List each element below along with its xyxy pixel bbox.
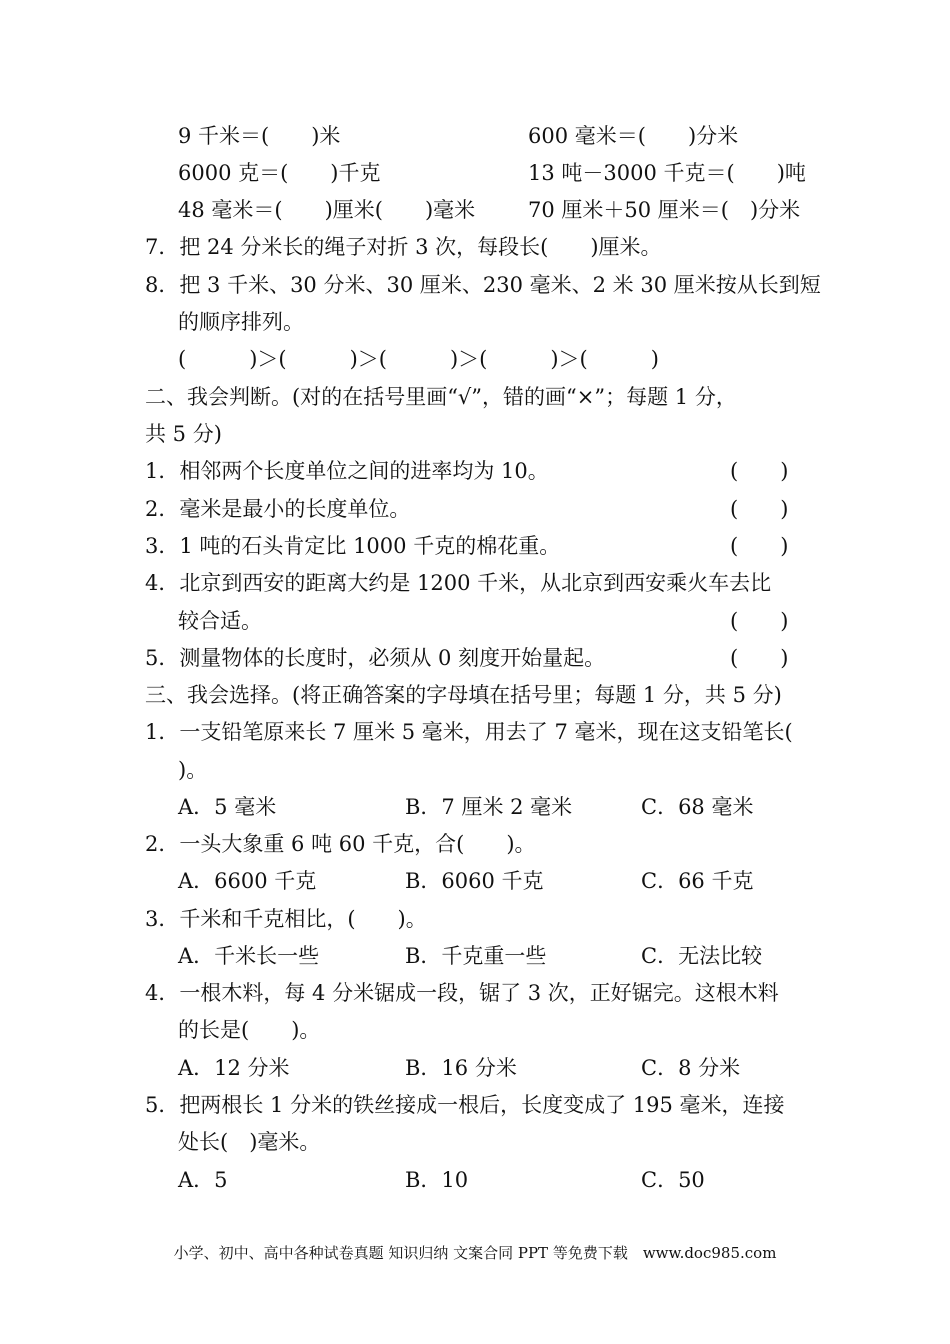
question-7: 7．把 24 分米长的绳子对折 3 次，每段长( )厘米。 (145, 235, 662, 259)
question-8-line2: 的顺序排列。 (178, 310, 304, 334)
choice-q4-option-b: B．16 分米 (405, 1056, 517, 1080)
judge-item-4: 4．北京到西安的距离大约是 1200 千米，从北京到西安乘火车去比 (145, 571, 772, 595)
page-footer: 小学、初中、高中各种试卷真题 知识归纳 文案合同 PPT 等免费下载 www.doc985.com (173, 1244, 777, 1262)
choice-q1-option-b: B．7 厘米 2 毫米 (405, 795, 573, 819)
judge-item-2: 2．毫米是最小的长度单位。 (145, 497, 411, 521)
choice-q4-cont: 的长是( )。 (178, 1018, 321, 1042)
judge-item-1: 1．相邻两个长度单位之间的进率均为 10。 (145, 459, 549, 483)
choice-q1: 1．一支铅笔原来长 7 厘米 5 毫米，用去了 7 毫米，现在这支铅笔长( (145, 720, 793, 744)
choice-q1-option-a: A．5 毫米 (178, 795, 277, 819)
conversion-r3-left: 48 毫米＝( )厘米( )毫米 (178, 198, 476, 222)
choice-q5-cont: 处长( )毫米。 (178, 1130, 321, 1154)
conversion-r1-left: 9 千米＝( )米 (178, 124, 341, 148)
conversion-r2-right: 13 吨－3000 千克＝( )吨 (528, 161, 806, 185)
choice-q2: 2．一头大象重 6 吨 60 千克，合( )。 (145, 832, 536, 856)
choice-q1-option-c: C．68 毫米 (641, 795, 754, 819)
choice-q2-option-c: C．66 千克 (641, 869, 754, 893)
choice-q4-option-a: A．12 分米 (178, 1056, 290, 1080)
conversion-r3-right: 70 厘米＋50 厘米＝( )分米 (528, 198, 801, 222)
conversion-r1-right: 600 毫米＝( )分米 (528, 124, 739, 148)
judge-answer-bracket-3: ( ) (730, 534, 789, 558)
section-2-heading: 二、我会判断。(对的在括号里画“√”，错的画“×”；每题 1 分， (145, 385, 737, 409)
choice-q4-option-c: C．8 分米 (641, 1056, 741, 1080)
choice-q2-option-a: A．6600 千克 (178, 869, 317, 893)
choice-q3: 3．千米和千克相比，( )。 (145, 907, 427, 931)
choice-q3-option-c: C．无法比较 (641, 944, 763, 968)
judge-item-3: 3．1 吨的石头肯定比 1000 千克的棉花重。 (145, 534, 561, 558)
judge-item-4-cont: 较合适。 (178, 609, 262, 633)
choice-q4: 4．一根木料，每 4 分米锯成一段，锯了 3 次，正好锯完。这根木料 (145, 981, 779, 1005)
choice-q5-option-a: A．5 (178, 1168, 228, 1192)
question-8-line1: 8．把 3 千米、30 分米、30 厘米、230 毫米、2 米 30 厘米按从长到短 (145, 273, 821, 297)
choice-q5-option-c: C．50 (641, 1168, 705, 1192)
section-2-heading-cont: 共 5 分) (145, 422, 222, 446)
conversion-r2-left: 6000 克＝( )千克 (178, 161, 381, 185)
judge-item-5: 5．测量物体的长度时，必须从 0 刻度开始量起。 (145, 646, 606, 670)
choice-q1-cont: )。 (178, 758, 208, 782)
choice-q3-option-b: B．千克重一些 (405, 944, 547, 968)
choice-q3-option-a: A．千米长一些 (178, 944, 320, 968)
choice-q5-option-b: B．10 (405, 1168, 469, 1192)
judge-answer-bracket-5: ( ) (730, 646, 789, 670)
question-8-blanks: ( )＞( )＞( )＞( )＞( ) (178, 347, 659, 371)
judge-answer-bracket-2: ( ) (730, 497, 789, 521)
judge-answer-bracket-4: ( ) (730, 609, 789, 633)
choice-q5: 5．把两根长 1 分米的铁丝接成一根后，长度变成了 195 毫米，连接 (145, 1093, 785, 1117)
choice-q2-option-b: B．6060 千克 (405, 869, 544, 893)
judge-answer-bracket-1: ( ) (730, 459, 789, 483)
section-3-heading: 三、我会选择。(将正确答案的字母填在括号里；每题 1 分，共 5 分) (145, 683, 782, 707)
